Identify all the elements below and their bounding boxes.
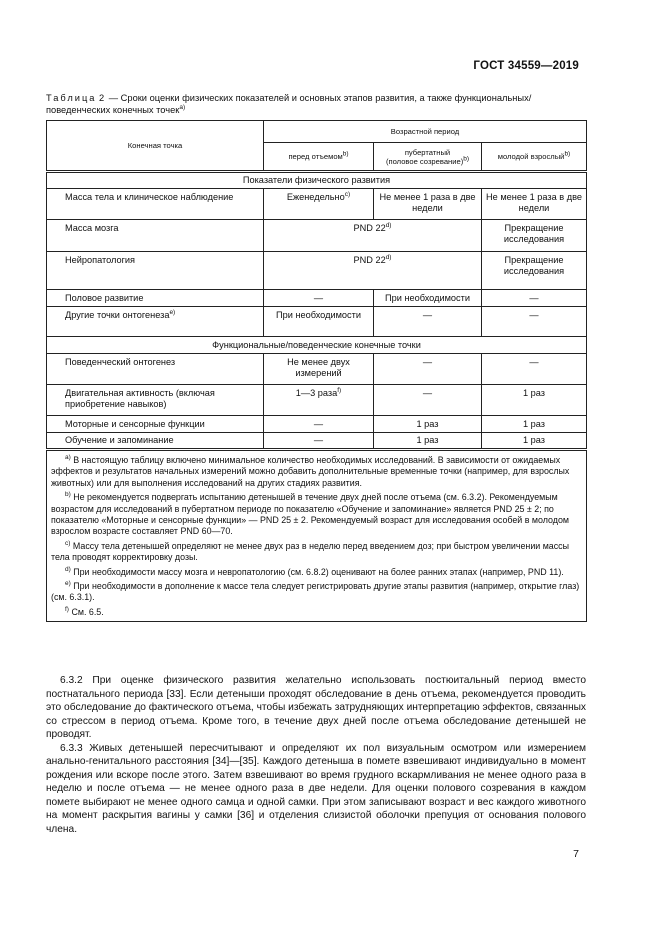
footnote-f: $^{f)}$ См. 6.5. — [65, 605, 104, 617]
table-row — [47, 189, 587, 220]
row-name: Другие точки онтогенеза$^{e)}$ — [47, 307, 264, 337]
cell: 1 раз — [482, 416, 587, 433]
cell: Еженедельно$^{c)}$ — [264, 189, 374, 220]
row-name: Масса мозга — [47, 220, 264, 252]
row-name: Двигательная активность (включая приобретение навыков) — [47, 385, 264, 416]
cell: PND 22$^{d)}$ — [264, 252, 482, 290]
cell: 1 раз — [374, 433, 482, 450]
header-puberty: пубертатный (половое созревание)$^{b)}$ — [374, 143, 482, 172]
section-physical-development: Показатели физического развития — [47, 172, 587, 189]
cell: 1—3 раза$^{f)}$ — [264, 385, 374, 416]
cell: — — [482, 354, 587, 385]
row-name: Масса тела и клиническое наблюдение — [47, 189, 264, 220]
cell: — — [482, 307, 587, 337]
cell: — — [264, 290, 374, 307]
table-caption — [46, 92, 586, 116]
document-header: ГОСТ 34559—2019 — [473, 60, 579, 72]
paragraph-6-3-2: 6.3.2 При оценке физического развития желательно использовать постюитальный период вместо постнатального периода [33]. Если детеныши проходят обследование в день отъема, рекомендуется проводить это обследование до фактического отъема, чтобы избежать затрудняющих интерпретацию эффектов, связанных со стрессом в период отъема. Кроме того, в течение двух дней после отъема обследование детенышей не проводят. — [46, 675, 586, 741]
footnote-c: $^{c)}$ Массу тела детенышей определяют не менее двух раз в неделю перед введением доз; при быстром увеличении массы тела проводят корректировку дозы. — [51, 539, 569, 563]
cell: При необходимости — [374, 290, 482, 307]
header-endpoint: Конечная точка — [47, 121, 264, 172]
row-name: Половое развитие — [47, 290, 264, 307]
row-name: Моторные и сенсорные функции — [47, 416, 264, 433]
cell: — — [374, 354, 482, 385]
cell: Прекращение исследования — [482, 252, 587, 290]
table-row — [47, 385, 587, 416]
cell: Не менее двух измерений — [264, 354, 374, 385]
table-row — [47, 290, 587, 307]
cell: При необходимости — [264, 307, 374, 337]
cell: 1 раз — [374, 416, 482, 433]
paragraph-6-3-3: 6.3.3 Живых детенышей пересчитывают и определяют их пол визуальным осмотром или измерением анально-генитального расстояния [34]—[35]. Каждого детеныша в помете взвешивают индивидуально в момент рождения или вскоре после этого. Затем взвешивают во время грудного вскармливания не менее одного раза в неделю и после отъема — не менее одного раза в две недели. Для оценки полового созревания в каждом помете выбирают не менее одного самца и одной самки. При этом записывают возраст и вес каждого животного на момент раскрытия вагины у самки [36] и отделения слизистой оболочки препуция от основания полового члена. — [46, 742, 586, 836]
table-row — [47, 416, 587, 433]
cell: — — [374, 307, 482, 337]
cell: — — [482, 290, 587, 307]
row-name: Поведенческий онтогенез — [47, 354, 264, 385]
cell: 1 раз — [482, 433, 587, 450]
footnote-d: $^{d)}$ При необходимости массу мозга и невропатологию (см. 6.8.2) оценивают на более ранних этапах (например, PND 11). — [65, 565, 564, 577]
footnote-b: $^{b)}$ Не рекомендуется подвергать испытанию детенышей в течение двух дней после отъема (см. 6.3.2). Рекомендуемым возрастом для исследований в пубертатном периоде по показателю «Обучение и запоминание» является PND 25 ± 2; по показателю «Моторные и сенсорные функции» — PND 25 ± 2. Рекомендуемый возраст для исследования особей в молодом взрослом возрасте составляет PND 60—70. — [51, 491, 569, 537]
cell: 1 раз — [482, 385, 587, 416]
cell: Прекращение исследования — [482, 220, 587, 252]
cell: — — [264, 433, 374, 450]
development-timing-table-wrapper — [46, 120, 586, 622]
row-name: Нейропатология — [47, 252, 264, 290]
cell: Не менее 1 раза в две недели — [374, 189, 482, 220]
header-young-adult: молодой взрослый$^{b)}$ — [482, 143, 587, 172]
caption-text-line2: поведенческих конечных точек — [46, 105, 180, 115]
development-timing-table — [46, 120, 587, 622]
cell: Не менее 1 раза в две недели — [482, 189, 587, 220]
table-row — [47, 433, 587, 450]
row-name: Обучение и запоминание — [47, 433, 264, 450]
cell: — — [374, 385, 482, 416]
caption-text-line1: — Сроки оценки физических показателей и основных этапов развития, а также функциональных/ — [106, 93, 532, 103]
section-functional-endpoints: Функциональные/поведенческие конечные точки — [47, 337, 587, 354]
caption-footnote-mark: a) — [179, 103, 186, 111]
footnote-e: $^{e)}$ При необходимости в дополнение к массе тела следует регистрировать другие этапы развития (например, открытие глаз) (см. 6.3.1). — [51, 580, 580, 603]
cell: — — [264, 416, 374, 433]
cell: PND 22$^{d)}$ — [264, 220, 482, 252]
footnote-a: $^{a)}$ В настоящую таблицу включено минимальное количество необходимых исследований. В зависимости от ожидаемых эффектов и результатов начальных измерений можно добавить дополнительные временные точки (например, для взрослых животных) или для выполнения исследований на других стадиях развития. — [51, 454, 570, 488]
table-row — [47, 220, 587, 252]
table-row — [47, 252, 587, 290]
table-row — [47, 354, 587, 385]
caption-number: 2 — [99, 93, 107, 103]
caption-label: Таблица — [46, 93, 97, 103]
header-age-period: Возрастной период — [264, 121, 587, 143]
table-row — [47, 307, 587, 337]
header-preweaning: перед отъемом$^{b)}$ — [264, 143, 374, 172]
table-footnotes — [47, 450, 587, 622]
page-number: 7 — [573, 848, 579, 860]
body-text — [46, 674, 586, 837]
